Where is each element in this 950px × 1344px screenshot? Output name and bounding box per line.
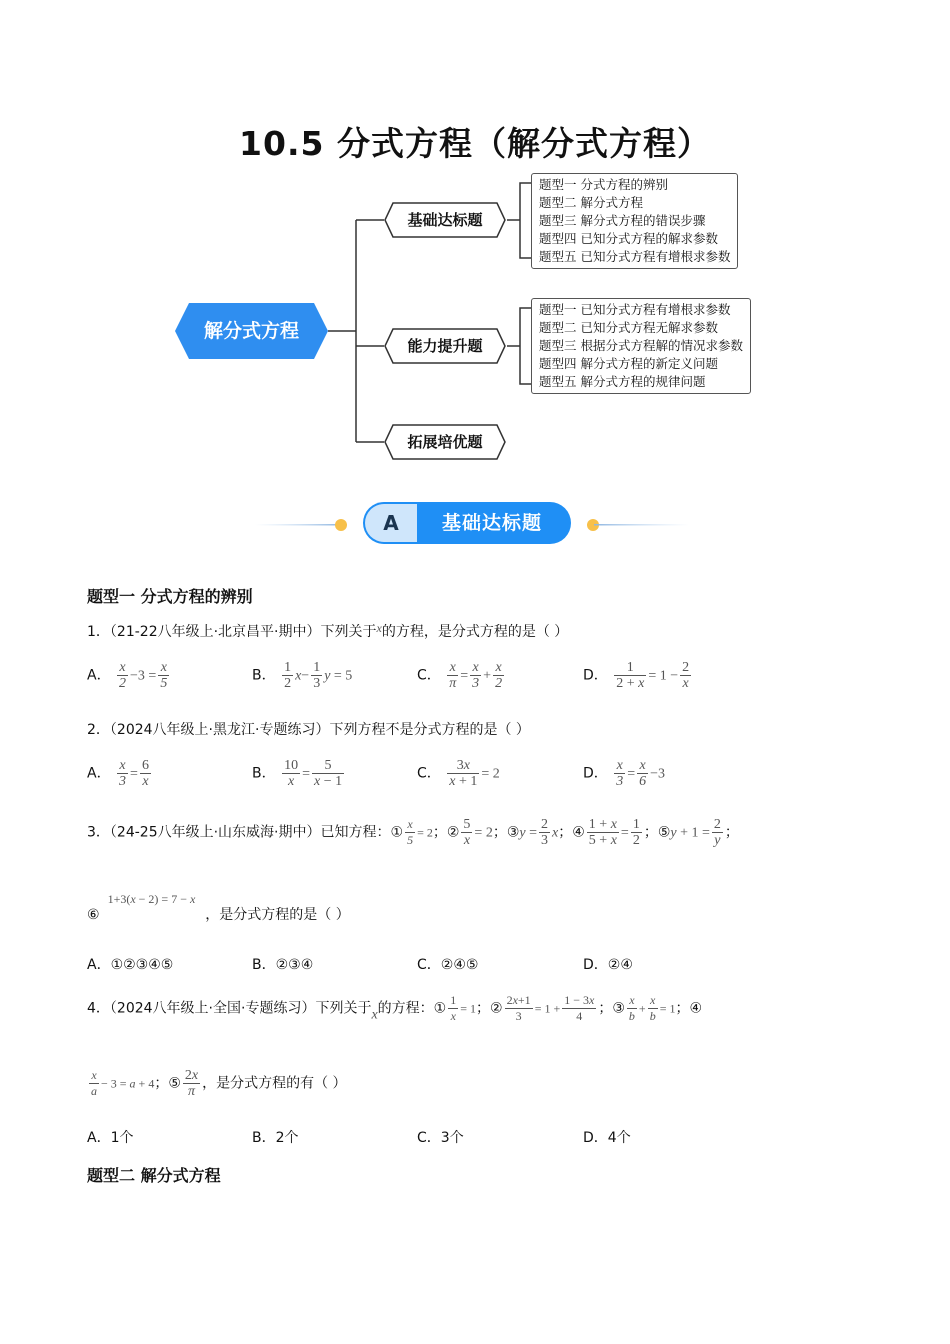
mindmap-branch-basic <box>384 202 506 238</box>
leaf-item: 题型二 解分式方程 <box>539 195 643 210</box>
q4-option-c: C．3个 <box>417 1130 464 1146</box>
q4-option-a: A．1个 <box>87 1130 134 1146</box>
question-3-cont: ⑥1+3(x − 2) = 7 − x，是分式方程的是（ ） <box>87 892 350 923</box>
branch-label: 拓展培优题 <box>407 433 483 451</box>
branch-label: 基础达标题 <box>407 211 483 229</box>
question-2: 2．（2024八年级上·黑龙江·专题练习）下列方程不是分式方程的是（ ） <box>87 722 530 738</box>
q2-option-b: B． $\frac{10}{x}$ = $\frac{5}{x - 1}$ <box>252 758 343 789</box>
question-1: 1．（21-22八年级上·北京昌平·期中）下列关于x的方程，是分式方程的是（ ） <box>87 621 569 640</box>
q1-option-c: C． $\frac{x}{\pi}$ = $\frac{x}{3}$ + $\frac{x}{2}$ <box>417 660 503 691</box>
q4-option-d: D．4个 <box>583 1130 631 1146</box>
section-label: 基础达标题 <box>441 512 542 534</box>
leaf-item: 题型一 分式方程的辨别 <box>539 177 668 192</box>
type1-heading: 题型一 分式方程的辨别 <box>87 587 253 606</box>
mindmap-leaf-box-basic <box>531 173 738 269</box>
q2-option-d: D． $\frac{x}{3}$ = $\frac{x}{6}$ −3 <box>583 758 666 789</box>
q4-option-b: B．2个 <box>252 1130 299 1146</box>
question-4-cont: $\frac{x}{a}$ − 3 = a + 4；⑤ $\frac{2x}{\pi}$ ，是分式方程的有（ ） <box>91 1068 347 1099</box>
question-4: 4．（2024八年级上·全国·专题练习）下列关于x的方程：① $\frac{1}{x}$ = 1；② $\frac{2x+1}{3}$ = 1 + $\frac{1 - 3x}{4}$ ；③ $\frac{x}{b}$ + $\frac{x}{b}$ = 1；④ <box>87 993 703 1023</box>
q2-option-c: C． $\frac{3x}{x + 1}$ = 2 <box>417 758 500 789</box>
section-letter: A <box>365 504 417 542</box>
page-title: 10.5 分式方程（解分式方程） <box>239 124 711 163</box>
question-3: 3．（24-25八年级上·山东威海·期中）已知方程：① $\frac{x}{5}$ = 2；② $\frac{5}{x}$ = 2；③y = $\frac{2}{3}$ x；④ $\frac{1 + x}{5 + x}$ = $\frac{1}{2}$ ；⑤y + 1 = $\frac{2}{y}$ ； <box>87 817 739 848</box>
leaf-item: 题型五 已知分式方程有增根求参数 <box>539 249 731 264</box>
leaf-item: 题型一 已知分式方程有增根求参数 <box>539 302 731 317</box>
q1-option-a: A． $\frac{x}{2}$ −3 = $\frac{x}{5}$ <box>87 660 168 691</box>
mindmap-branch-advanced <box>384 328 506 364</box>
mindmap-leaf-box-advanced <box>531 298 751 394</box>
q2-option-a: A． $\frac{x}{3}$ = $\frac{6}{x}$ <box>87 758 149 789</box>
mindmap-branch-extension <box>384 424 506 460</box>
q3-option-d: D．②④ <box>583 957 633 973</box>
section-header <box>363 502 571 544</box>
branch-label: 能力提升题 <box>407 337 483 355</box>
type2-heading: 题型二 解分式方程 <box>87 1166 221 1185</box>
q1-option-b: B． $\frac{1}{2}$ x− $\frac{1}{3}$ y = 5 <box>252 660 353 691</box>
mindmap-connectors <box>0 0 950 480</box>
q3-option-a: A．①②③④⑤ <box>87 957 174 973</box>
leaf-item: 题型四 解分式方程的新定义问题 <box>539 356 718 371</box>
leaf-item: 题型二 已知分式方程无解求参数 <box>539 320 718 335</box>
mindmap-root-label: 解分式方程 <box>203 320 299 342</box>
mindmap-root-node <box>175 303 328 359</box>
q3-option-b: B．②③④ <box>252 957 314 973</box>
leaf-item: 题型五 解分式方程的规律问题 <box>539 374 706 389</box>
q3-option-c: C．②④⑤ <box>417 957 479 973</box>
mindmap <box>0 0 950 480</box>
leaf-item: 题型四 已知分式方程的解求参数 <box>539 231 718 246</box>
q1-option-d: D． $\frac{1}{2 + x}$ = 1 − $\frac{2}{x}$ <box>583 660 690 691</box>
leaf-item: 题型三 根据分式方程解的情况求参数 <box>539 338 743 353</box>
leaf-item: 题型三 解分式方程的错误步骤 <box>539 213 706 228</box>
